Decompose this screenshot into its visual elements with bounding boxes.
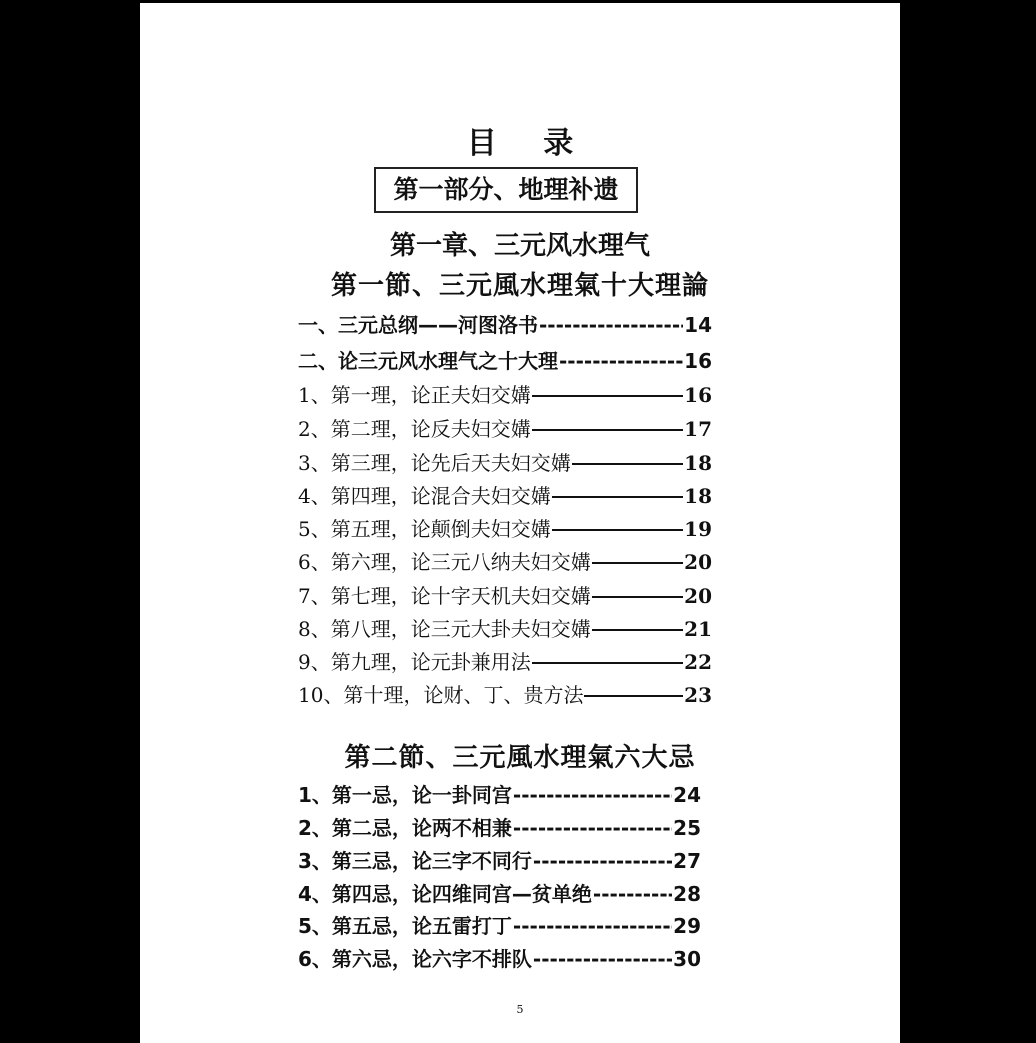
document-page <box>140 3 900 1043</box>
toc-entry: 9、第九理，论元卦兼用法 22 <box>298 650 712 674</box>
toc-entry: 5、第五忌，论五雷打丁 ----- 29 <box>298 910 701 939</box>
section-heading-1: 第一節、三元風水理氣十大理論 <box>330 271 709 301</box>
toc-entry: 2、第二忌，论两不相兼 ----- 25 <box>298 812 701 841</box>
toc-entry: 7、第七理，论十字天机夫妇交媾 20 <box>298 584 712 608</box>
toc-entry: 二、论三元风水理气之十大理 ----- 16 <box>298 345 712 374</box>
part-heading: 第一部分、地理补遗 <box>374 167 638 213</box>
toc-entry: 5、第五理，论颠倒夫妇交媾 19 <box>298 517 712 541</box>
toc-entry: 4、第四忌，论四维同宫—贫单绝 ----- 28 <box>298 878 701 907</box>
toc-entry: 1、第一理，论正夫妇交媾 16 <box>298 383 712 407</box>
toc-entry: 2、第二理，论反夫妇交媾 17 <box>298 417 712 441</box>
toc-entry: 4、第四理，论混合夫妇交媾 18 <box>298 484 712 508</box>
toc-entry: 3、第三理，论先后天夫妇交媾 18 <box>298 451 712 475</box>
toc-entry: 1、第一忌，论一卦同宫 ----- 24 <box>298 779 701 808</box>
toc-entry: 一、三元总纲——河图洛书 ----- 14 <box>298 309 712 338</box>
page-number: 5 <box>516 1003 524 1016</box>
toc-entry: 10、第十理，论财、丁、贵方法 23 <box>298 683 712 707</box>
toc-title: 目 录 <box>466 126 592 161</box>
toc-entry: 8、第八理，论三元大卦夫妇交媾 21 <box>298 617 712 641</box>
toc-entry: 6、第六忌，论六字不排队 ----- 30 <box>298 943 701 972</box>
section-heading-2: 第二節、三元風水理氣六大忌 <box>344 743 696 773</box>
toc-entry: 6、第六理，论三元八纳夫妇交媾 20 <box>298 550 712 574</box>
chapter-heading: 第一章、三元风水理气 <box>389 231 650 261</box>
toc-entry: 3、第三忌，论三字不同行 ----- 27 <box>298 845 701 874</box>
